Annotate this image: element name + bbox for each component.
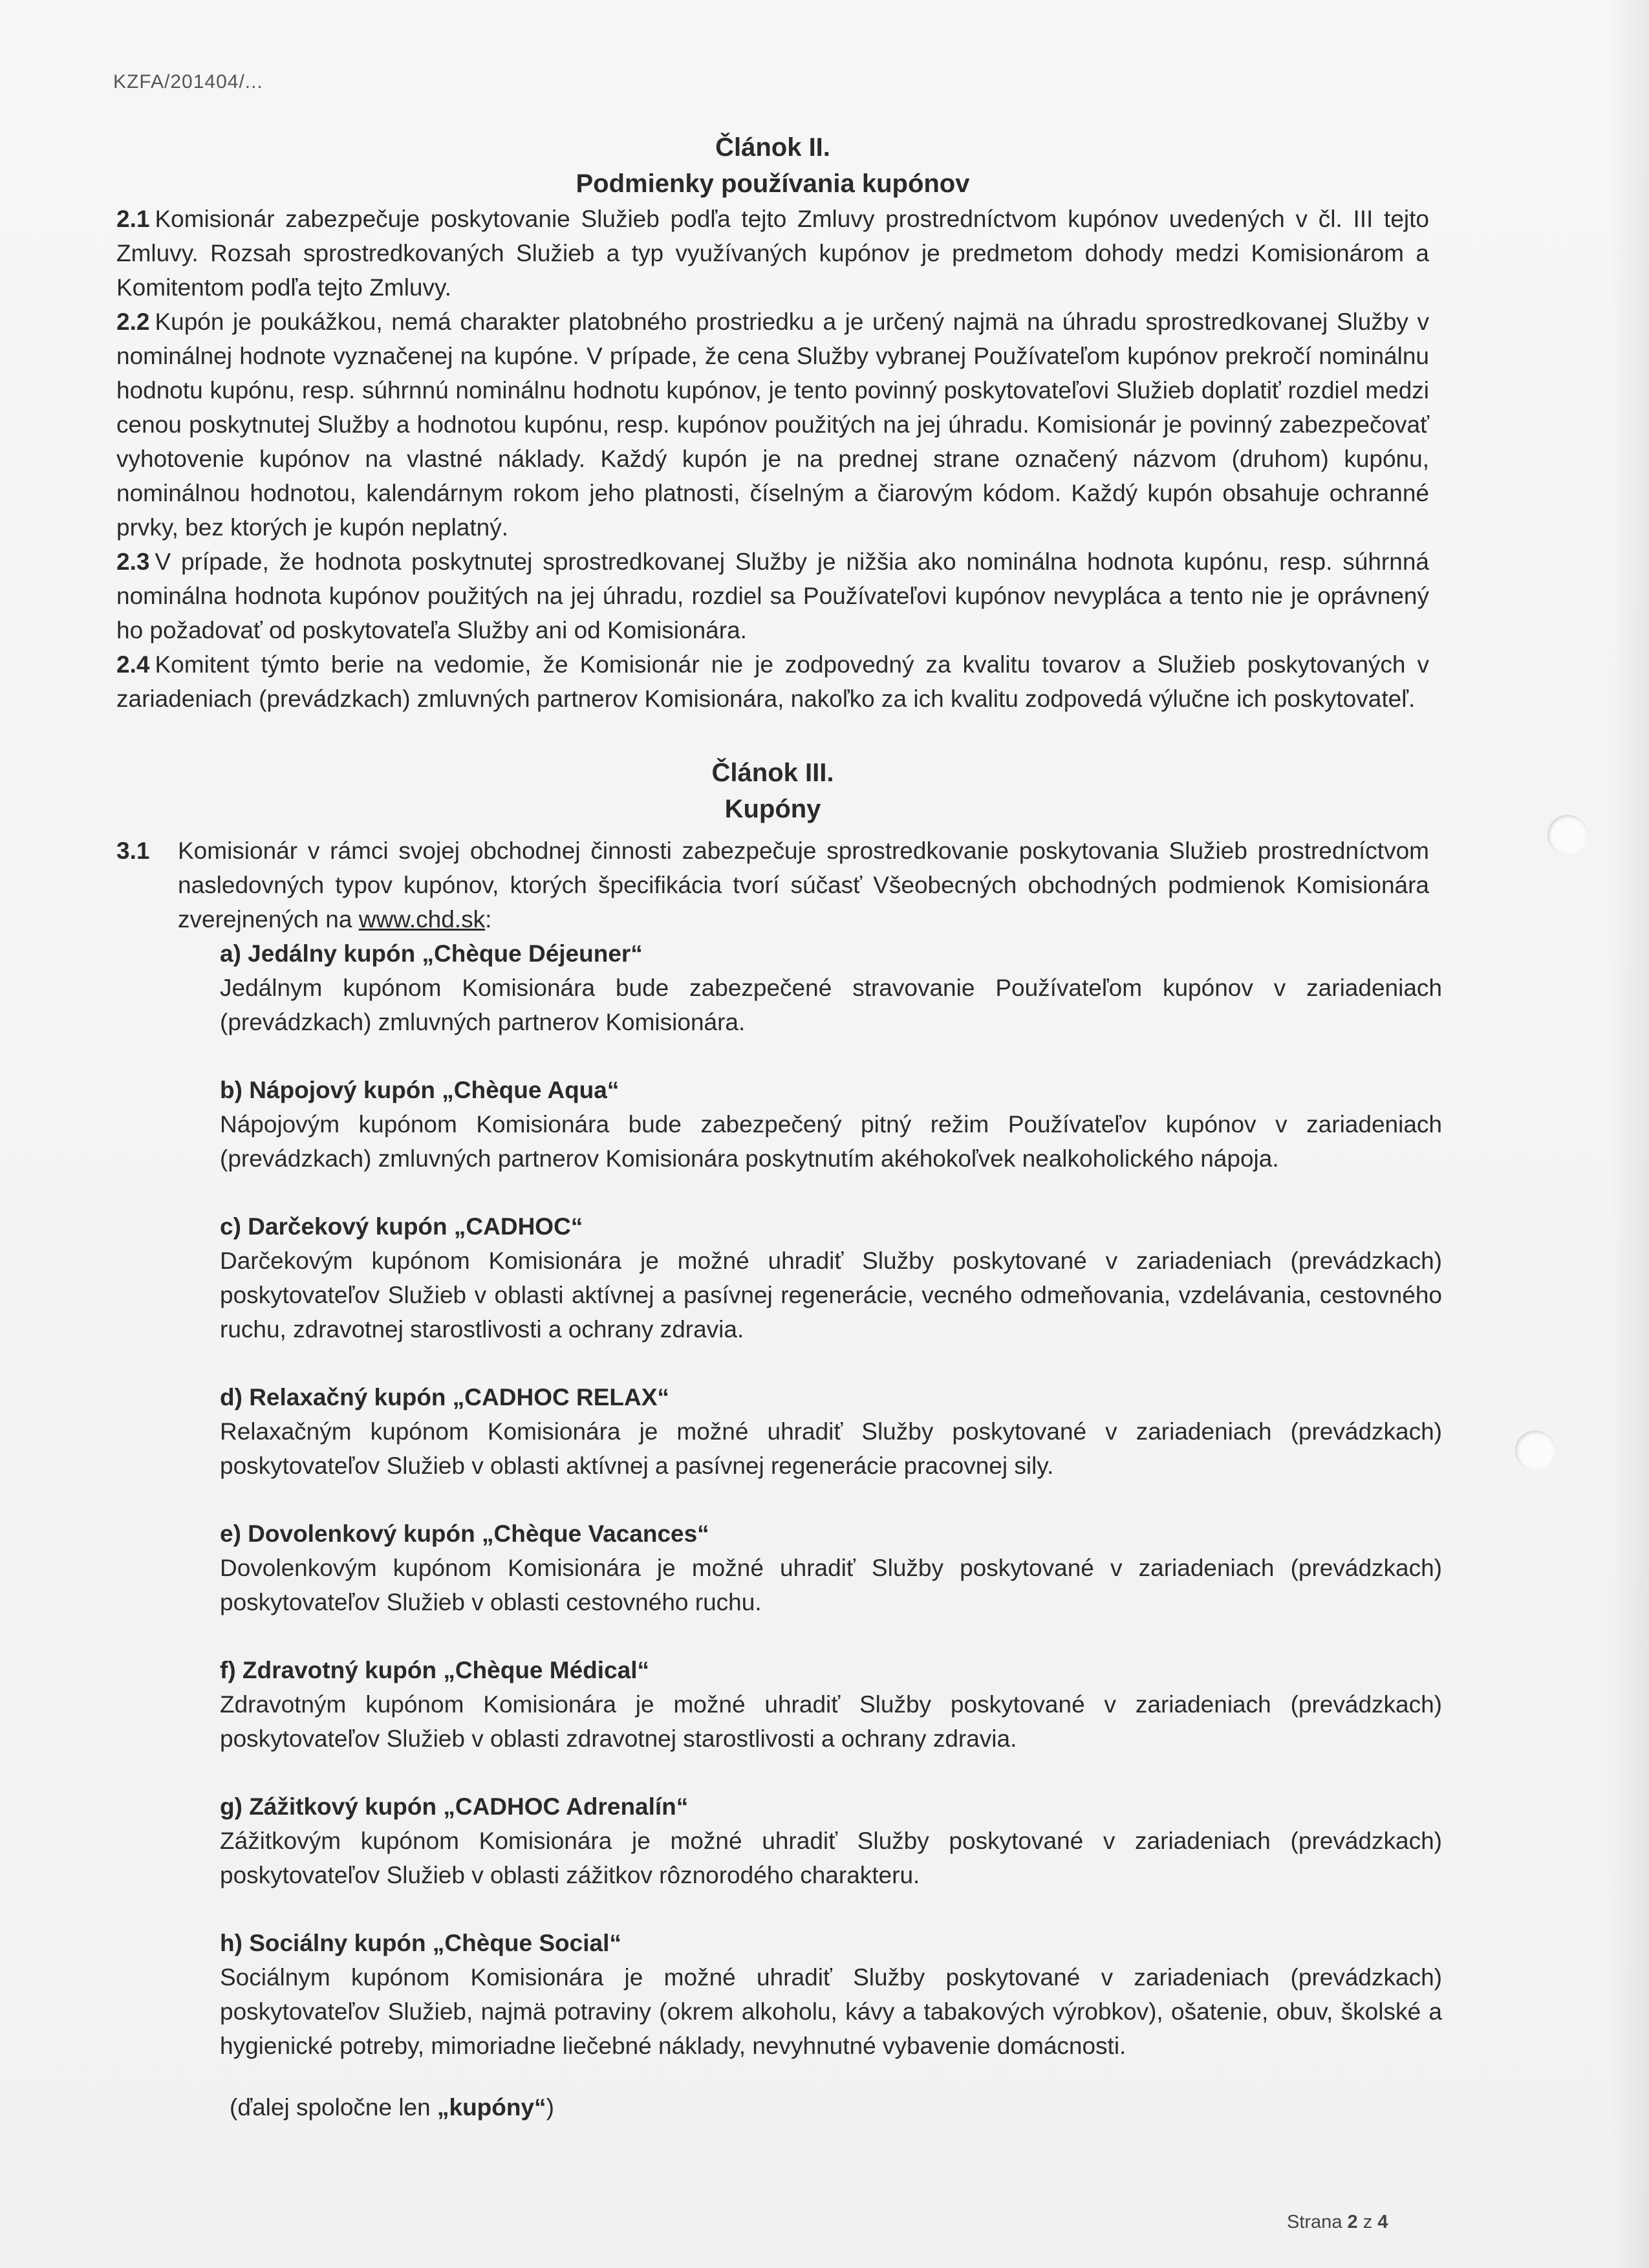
paragraph-2-2: 2.2 Kupón je poukážkou, nemá charakter platobného prostriedku a je určený najmä na úhradu sprostredkovanej Služby v nominálnej hodnote vyznačenej na kupóne. V prípade, že cena Služby vybranej Používateľom kupónov prekročí nominálnu hodnotu kupónu, resp. súhrnnú nominálnu hodnotu kupónov, je tento povinný poskytovateľovi Služieb doplatiť rozdiel medzi cenou poskytnutej Služby a hodnotou kupónu, resp. kupónov použitých na jej úhradu. Komisionár je povinný zabezpečovať vyhotovenie kupónov na vlastné náklady. Každý kupón je na prednej strane označený názvom (druhom) kupónu, nominálnou hodnotou, kalendárnym rokom jeho platnosti, číselným a čiarovým kódom. Každý kupón obsahuje ochranné prvky, bez ktorých je kupón neplatný. [116,308,1429,541]
coupon-description: Dovolenkovým kupónom Komisionára je možné uhradiť Služby poskytované v zariadeniach (prevádzkach) poskytovateľov Služieb v oblasti cestovného ruchu. [220,1555,1442,1615]
coupon-title: a) Jedálny kupón „Chèque Déjeuner“ [220,940,643,967]
website-link[interactable]: www.chd.sk [358,906,486,933]
punch-hole [1547,815,1588,855]
coupon-title: c) Darčekový kupón „CADHOC“ [220,1213,583,1240]
coupon-title: f) Zdravotný kupón „Chèque Médical“ [220,1657,649,1683]
coupon-item [220,1073,1442,1176]
coupon-item [220,1380,1442,1483]
coupon-item [220,1789,1442,1892]
coupon-description: Zdravotným kupónom Komisionára je možné uhradiť Služby poskytované v zariadeniach (prevádzkach) poskytovateľov Služieb v oblasti zdravotnej starostlivosti a ochrany zdravia. [220,1691,1442,1752]
coupon-item [220,1517,1442,1619]
page-edge-shadow [1610,0,1649,2268]
coupon-description: Darčekovým kupónom Komisionára je možné uhradiť Služby poskytované v zariadeniach (prevádzkach) poskytovateľov Služieb v oblasti aktívnej a pasívnej regenerácie, vecného odmeňovania, vzdelávania, cestovného ruchu, zdravotnej starostlivosti a ochrany zdravia. [220,1247,1442,1343]
coupon-title: b) Nápojový kupón „Chèque Aqua“ [220,1077,620,1103]
coupon-description: Relaxačným kupónom Komisionára je možné uhradiť Služby poskytované v zariadeniach (prevádzkach) poskytovateľov Služieb v oblasti aktívnej a pasívnej regenerácie pracovnej sily. [220,1418,1442,1479]
paragraph-2-3: 2.3 V prípade, že hodnota poskytnutej sprostredkovanej Služby je nižšia ako nominálna hodnota kupónu, resp. súhrnná nominálna hodnota kupónov použitých na jej úhradu, rozdiel sa Používateľovi kupónov nevypláca a tento nie je oprávnený ho požadovať od poskytovateľa Služby ani od Komisionára. [116,548,1429,643]
coupon-description: Jedálnym kupónom Komisionára bude zabezpečené stravovanie Používateľom kupónov v zariadeniach (prevádzkach) zmluvných partnerov Komisionára. [220,975,1442,1035]
coupon-item [220,936,1442,1039]
coupon-title: h) Sociálny kupón „Chèque Social“ [220,1930,621,1956]
coupon-item [220,1926,1442,2063]
article-3-heading: Článok III. [711,759,834,787]
coupon-list [220,936,1442,2063]
coupon-description: Nápojovým kupónom Komisionára bude zabezpečený pitný režim Používateľov kupónov v zariadeniach (prevádzkach) zmluvných partnerov Komisionára poskytnutím akéhokoľvek nealkoholického nápoja. [220,1111,1442,1172]
clause-text: Komisionár v rámci svojej obchodnej činnosti zabezpečuje sprostredkovanie poskytovania Služieb prostredníctvom nasledovných typov kupónov, ktorých špecifikácia tvorí súčasť Všeobecných obchodných podmienok Komisionára zverejnených na www.chd.sk: [178,837,1429,933]
clause-3-1 [116,834,1429,936]
punch-hole [1515,1431,1555,1471]
coupon-title: g) Zážitkový kupón „CADHOC Adrenalín“ [220,1793,689,1820]
clause-number: 3.1 [116,837,150,864]
paragraph-2-4: 2.4 Komitent týmto berie na vedomie, že Komisionár nie je zodpovedný za kvalitu tovarov a Služieb poskytovaných v zariadeniach (prevádzkach) zmluvných partnerov Komisionára, nakoľko za ich kvalitu zodpovedá výlučne ich poskytovateľ. [116,651,1429,712]
coupon-item [220,1209,1442,1346]
coupon-title: e) Dovolenkový kupón „Chèque Vacances“ [220,1520,709,1547]
article-3-subheading: Kupóny [724,795,821,823]
document-reference: KZFA/201404/... [113,71,263,92]
article-2-subheading: Podmienky používania kupónov [576,169,970,198]
coupon-description: Sociálnym kupónom Komisionára je možné uhradiť Služby poskytované v zariadeniach (prevádzkach) poskytovateľov Služieb, najmä potraviny (okrem alkoholu, kávy a tabakových výrobkov), ošatenie, obuv, školské a hygienické potreby, mimoriadne liečebné náklady, nevyhnutné vybavenie domácnosti. [220,1964,1442,2059]
coupon-title: d) Relaxačný kupón „CADHOC RELAX“ [220,1384,669,1410]
paragraph-2-1: 2.1 Komisionár zabezpečuje poskytovanie Služieb podľa tejto Zmluvy prostredníctvom kupónov uvedených v čl. III tejto Zmluvy. Rozsah sprostredkovaných Služieb a typ využívaných kupónov je predmetom dohody medzi Komisionárom a Komitentom podľa tejto Zmluvy. [116,206,1429,301]
coupon-description: Zážitkovým kupónom Komisionára je možné uhradiť Služby poskytované v zariadeniach (prevádzkach) poskytovateľov Služieb v oblasti zážitkov rôznorodého charakteru. [220,1828,1442,1888]
article-2-heading: Článok II. [715,133,830,162]
closing-note: (ďalej spoločne len „kupóny“) [230,2094,554,2121]
page-number: Strana 2 z 4 [1287,2212,1388,2232]
coupon-item [220,1653,1442,1756]
document-body [116,129,1442,2124]
